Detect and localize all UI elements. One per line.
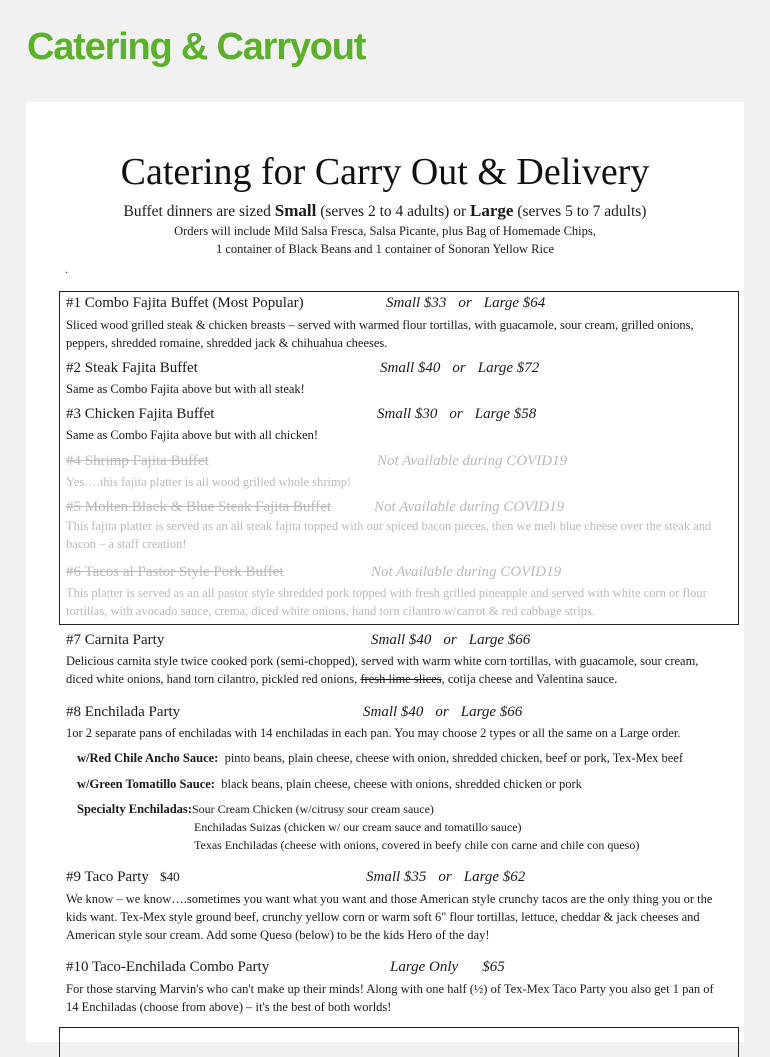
item-name: #4 Shrimp Fajita Buffet [66, 453, 209, 469]
stray-dot: . [65, 262, 68, 276]
item-description: We know – we know….sometimes you want what you want and those American style crunchy tacos are the only thing you or the kids want. Tex-Mex style ground beef, crunchy yellow corn or warm soft 6" flour tortillas, lettuce, cheddar & jack cheeses and American style sour cream. Add some Queso (below) to be the kids Hero of the day! [66, 892, 713, 942]
item-name: #10 Taco-Enchilada Combo Party [66, 959, 270, 975]
specialty-enchilada: Sour Cream Chicken (w/citrusy sour cream sauce) [192, 802, 434, 816]
item-availability: Not Available during COVID19 [374, 499, 565, 515]
item-description: For those starving Marvin's who can't make up their minds! Along with one half (½) of Tex-Mex Taco Party you also get 1 pan of 14 Enchiladas (choose from above) – it's the best of both worlds! [66, 982, 714, 1014]
includes-line: Orders will include Mild Salsa Fresca, Salsa Picante, plus Bag of Homemade Chips, [174, 224, 596, 238]
struck-ingredient: fresh lime slices [360, 672, 442, 686]
page-heading: Catering & Carryout [27, 26, 366, 68]
item-name: #2 Steak Fajita Buffet [66, 360, 198, 376]
green-sauce-options: w/Green Tomatillo Sauce: black beans, plain cheese, cheese with onions, shredded chicken or pork [77, 777, 582, 791]
item-availability: Not Available during COVID19 [377, 453, 568, 469]
item-description: Sliced wood grilled steak & chicken breasts – served with warmed flour tortillas, with guacamole, sour cream, grilled onions, peppers, shredded romaine, shredded jack & chihuahua cheeses. [66, 318, 694, 350]
item-price: Small $40 or Large $66 [363, 704, 523, 720]
item-price: Small $30 or Large $58 [377, 406, 537, 422]
item-description: Delicious carnita style twice cooked pork (semi-chopped), served with warm white corn tortillas, with guacamole, sour cream, diced white onions, hand torn cilantro, pickled red onions, fresh lime slices, cotija cheese and Valentina sauce. [66, 654, 699, 686]
item-description: 1or 2 separate pans of enchiladas with 14 enchiladas in each pan. You may choose 2 types or all the same on a Large order. [66, 726, 681, 740]
item-price: Small $40 or Large $66 [371, 632, 531, 648]
next-section-box [59, 1027, 739, 1057]
item-name: #7 Carnita Party [66, 632, 165, 648]
item-name: #8 Enchilada Party [66, 704, 181, 720]
item-price: Small $40 or Large $72 [380, 360, 540, 376]
specialty-enchilada: Enchiladas Suizas (chicken w/ our cream sauce and tomatillo sauce) [194, 820, 522, 834]
item-price: Large Only $65 [390, 959, 505, 975]
item-description: Same as Combo Fajita above but with all steak! [66, 382, 305, 396]
item-price: Small $33 or Large $64 [386, 295, 546, 311]
sizing-line: Buffet dinners are sized Small (serves 2 to 4 adults) or Large (serves 5 to 7 adults) [123, 201, 647, 220]
item-description: Yes….this fajita platter is all wood grilled whole shrimp! [66, 475, 352, 489]
item-name: #6 Tacos al Pastor Style Pork Buffet [66, 564, 284, 580]
item-name: #3 Chicken Fajita Buffet [66, 406, 215, 422]
item-name: #9 Taco Party $40 [66, 869, 180, 885]
includes-line: 1 container of Black Beans and 1 container of Sonoran Yellow Rice [215, 242, 555, 256]
item-availability: Not Available during COVID19 [371, 564, 562, 580]
item-name: #5 Molten Black & Blue Steak Fajita Buffet [66, 499, 332, 515]
item-price: Small $35 or Large $62 [366, 869, 526, 885]
red-sauce-options: w/Red Chile Ancho Sauce: pinto beans, plain cheese, cheese with onion, shredded chicken, beef or pork, Tex-Mex beef [77, 751, 684, 765]
item-description: This platter is served as an all pastor style shredded pork topped with fresh grilled pineapple and served with white corn or flour tortillas, with avocado sauce, crema, diced white onions, hand torn cilantro w/carrot & red cabbage strips. [66, 586, 707, 618]
menu-title: Catering for Carry Out & Delivery [120, 151, 650, 193]
item-name: #1 Combo Fajita Buffet (Most Popular) [66, 295, 304, 311]
specialty-enchilada: Texas Enchiladas (cheese with onions, covered in beefy chile con carne and chile con queso) [194, 838, 640, 852]
menu-document [26, 102, 744, 1042]
item-description: Same as Combo Fajita above but with all chicken! [66, 428, 319, 442]
specialty-label: Specialty Enchiladas: [77, 802, 192, 816]
item-description: This fajita platter is served as an all steak fajita topped with our spiced bacon pieces, then we melt blue cheese over the steak and bacon – a staff creation! [66, 519, 712, 551]
